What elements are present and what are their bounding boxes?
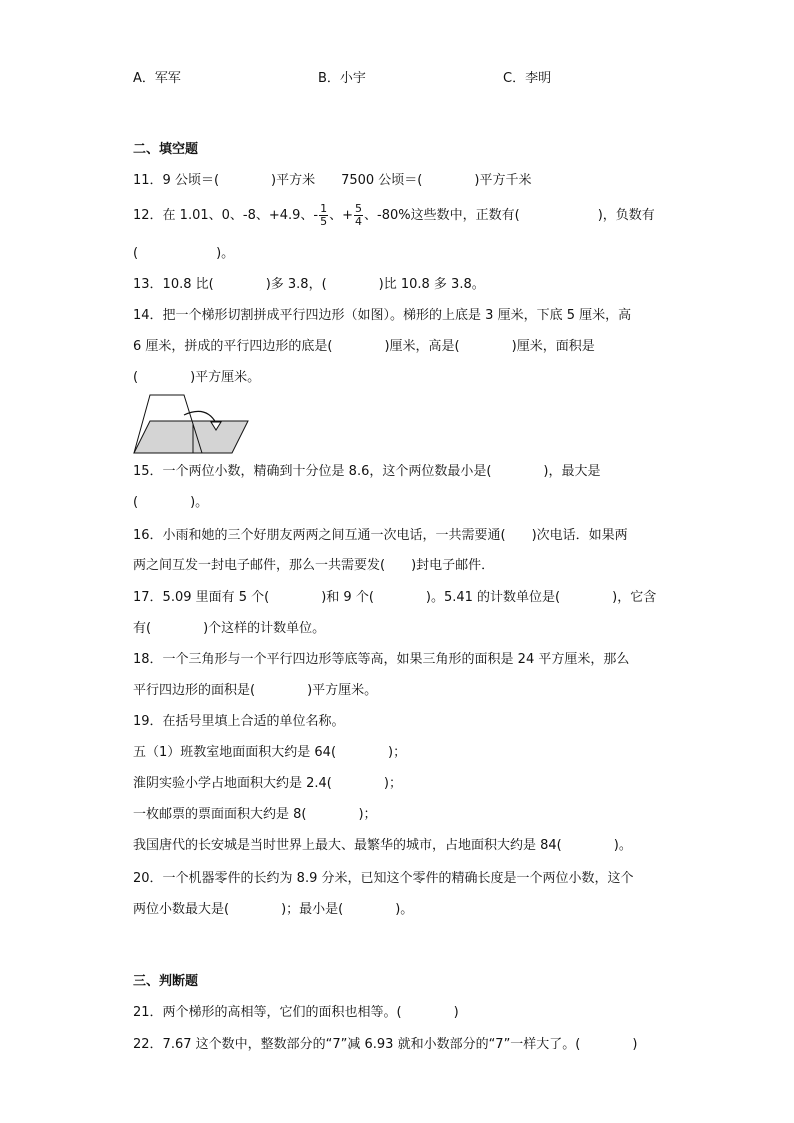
fraction-numerator: 5 <box>355 202 363 215</box>
trapezoid-to-parallelogram-figure <box>132 393 252 455</box>
question-15-line2: ( )。 <box>133 495 209 510</box>
question-19-item4: 我国唐代的长安城是当时世界上最大、最繁华的城市，占地面积大约是 84( )。 <box>133 838 632 853</box>
fraction-numerator: 1 <box>320 202 328 215</box>
question-11: 11．9 公顷＝( )平方米 7500 公顷＝( )平方千米 <box>133 173 532 188</box>
question-18-line2: 平行四边形的面积是( )平方厘米。 <box>133 683 378 698</box>
question-12-line2: ( )。 <box>133 246 235 261</box>
fraction-denominator: 4 <box>355 215 363 228</box>
question-13: 13．10.8 比( )多 3.8，( )比 10.8 多 3.8。 <box>133 277 485 292</box>
question-17-line1: 17．5.09 里面有 5 个( )和 9 个( )。5.41 的计数单位是( )，它含 <box>133 590 657 605</box>
question-19-item3: 一枚邮票的票面面积大约是 8( )； <box>133 807 377 822</box>
question-16-line2: 两之间互发一封电子邮件，那么一共需要发( )封电子邮件． <box>133 558 495 573</box>
section-title-fill-in: 二、填空题 <box>133 142 199 157</box>
section-title-true-false: 三、判断题 <box>133 974 199 989</box>
question-20-line2: 两位小数最大是( )；最小是( )。 <box>133 902 414 917</box>
question-17-line2: 有( )个这样的计数单位。 <box>133 621 326 636</box>
q12-text-b: 、+ <box>329 208 354 223</box>
parallelogram-shape <box>134 421 248 453</box>
option-b: B．小宇 <box>318 71 366 86</box>
fraction-denominator: 5 <box>320 215 328 228</box>
question-14-line1: 14．把一个梯形切割拼成平行四边形（如图）。梯形的上底是 3 厘米，下底 5 厘米，高 <box>133 308 632 323</box>
option-c: C．李明 <box>503 71 552 86</box>
question-22: 22．7.67 这个数中，整数部分的“7”减 6.93 就和小数部分的“7”一样大了。( ) <box>133 1037 638 1052</box>
question-19-item2: 淮阴实验小学占地面积大约是 2.4( )； <box>133 776 402 791</box>
fraction-five-fourths <box>354 203 363 228</box>
q12-text-a: 12．在 1.01、0、-8、+4.9、- <box>133 208 319 223</box>
question-21: 21．两个梯形的高相等，它们的面积也相等。( ) <box>133 1005 459 1020</box>
question-18-line1: 18．一个三角形与一个平行四边形等底等高，如果三角形的面积是 24 平方厘米，那么 <box>133 652 630 667</box>
question-16-line1: 16．小雨和她的三个好朋友两两之间互通一次电话，一共需要通( )次电话．如果两 <box>133 528 628 543</box>
question-15-line1: 15．一个两位小数，精确到十分位是 8.6，这个两位数最小是( )，最大是 <box>133 464 601 479</box>
question-19-item1: 五（1）班教室地面面积大约是 64( )； <box>133 745 407 760</box>
question-14-line2: 6 厘米，拼成的平行四边形的底是( )厘米，高是( )厘米，面积是 <box>133 339 595 354</box>
question-12 <box>133 202 655 230</box>
question-20-line1: 20．一个机器零件的长约为 8.9 分米，已知这个零件的精确长度是一个两位小数，这个 <box>133 871 634 886</box>
option-a: A．军军 <box>133 71 181 86</box>
question-14-line3: ( )平方厘米。 <box>133 370 261 385</box>
question-19-title: 19．在括号里填上合适的单位名称。 <box>133 714 345 729</box>
fraction-one-fifth <box>319 203 328 228</box>
q12-text-c: 、-80%这些数中，正数有( )，负数有 <box>364 208 655 223</box>
